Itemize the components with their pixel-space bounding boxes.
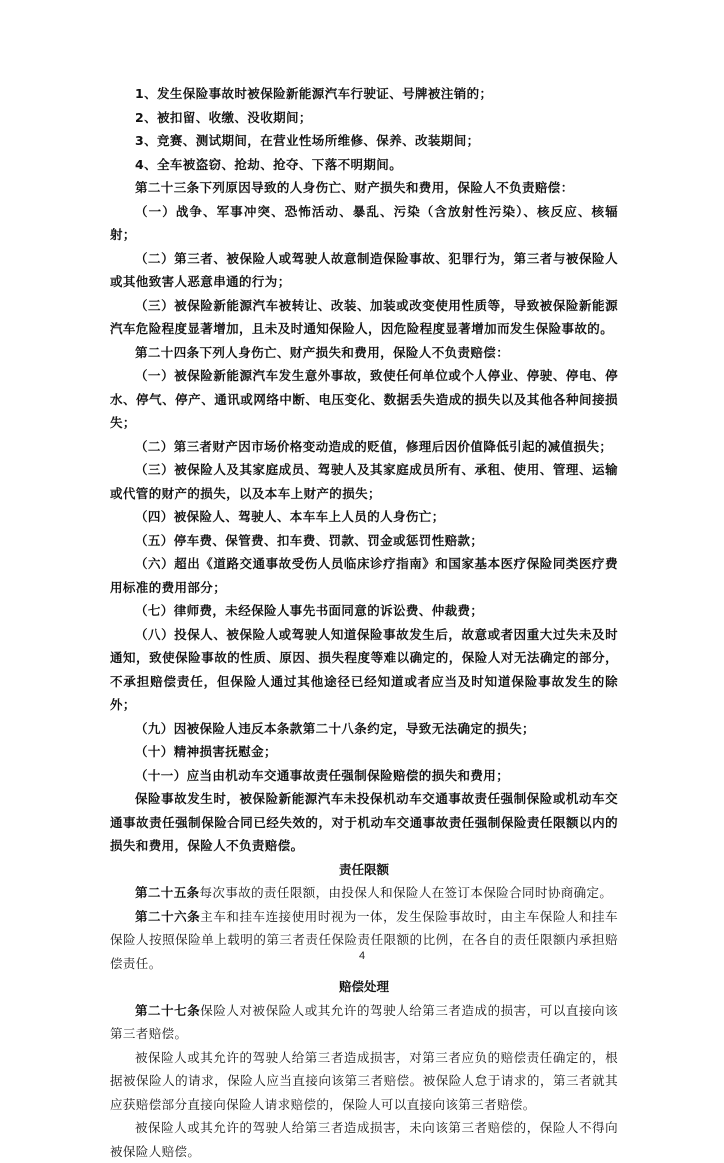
article-number: 第二十六条 bbox=[135, 908, 201, 924]
paragraph: （一）被保险新能源汽车发生意外事故，致使任何单位或个人停业、停驶、停电、停水、停气、停产、通讯或网络中断、电压变化、数据丢失造成的损失以及其他各种间接损失； bbox=[110, 368, 618, 430]
paragraph: 2、被扣留、收缴、没收期间； bbox=[135, 109, 312, 125]
paragraph: 1、发生保险事故时被保险新能源汽车行驶证、号牌被注销的； bbox=[135, 86, 493, 101]
article-number: 第二十七条 bbox=[135, 1002, 201, 1018]
paragraph: （三）被保险人及其家庭成员、驾驶人及其家庭成员所有、承租、使用、管理、运输或代管的财产的损失，以及本车上财产的损失； bbox=[110, 462, 618, 501]
section-heading-liability-limit: 责任限额 bbox=[338, 861, 389, 877]
article-27 bbox=[110, 999, 618, 1046]
page-number: 4 bbox=[358, 950, 366, 962]
article-body: 主车和挂车连接使用时视为一体，发生保险事故时，由主车保险人和挂车保险人按照保险单上载明的第三者责任保险责任限额的比例，在各自的责任限额内承担赔偿责任。 bbox=[110, 908, 618, 971]
article-body: 每次事故的责任限额，由投保人和保险人在签订本保险合同时协商确定。 bbox=[199, 885, 613, 900]
page-content bbox=[110, 82, 618, 1163]
paragraph: （一）战争、军事冲突、恐怖活动、暴乱、污染（含放射性污染）、核反应、核辐射； bbox=[110, 203, 618, 242]
article-number: 第二十五条 bbox=[135, 885, 200, 900]
paragraph: （二）第三者、被保险人或驾驶人故意制造保险事故、犯罪行为，第三者与被保险人或其他致害人恶意串通的行为； bbox=[110, 250, 618, 289]
article-26 bbox=[110, 905, 618, 976]
paragraph: （二）第三者财产因市场价格变动造成的贬值，修理后因价值降低引起的减值损失； bbox=[135, 438, 613, 454]
paragraph: （三）被保险新能源汽车被转让、改装、加装或改变使用性质等，导致被保险新能源汽车危险程度显著增加，且未及时通知保险人，因危险程度显著增加而发生保险事故的。 bbox=[110, 297, 618, 336]
article-body: 保险人对被保险人或其允许的驾驶人给第三者造成的损害，可以直接向该第三者赔偿。 bbox=[110, 1002, 618, 1041]
paragraph: 被保险人或其允许的驾驶人给第三者造成损害，未向该第三者赔偿的，保险人不得向被保险人赔偿。 bbox=[110, 1120, 618, 1159]
paragraph: 保险事故发生时，被保险新能源汽车未投保机动车交通事故责任强制保险或机动车交通事故责任强制保险合同已经失效的，对于机动车交通事故责任强制保险责任限额以内的损失和费用，保险人不负责赔偿。 bbox=[110, 791, 618, 853]
paragraph: 4、全车被盗窃、抢劫、抢夺、下落不明期间。 bbox=[135, 156, 403, 172]
paragraph: （十）精神损害抚慰金； bbox=[135, 744, 277, 759]
paragraph: （四）被保险人、驾驶人、本车车上人员的人身伤亡； bbox=[135, 509, 445, 524]
paragraph: （五）停车费、保管费、扣车费、罚款、罚金或惩罚性赔款； bbox=[135, 532, 484, 548]
paragraph: 第二十四条下列人身伤亡、财产损失和费用，保险人不负责赔偿： bbox=[135, 344, 510, 360]
paragraph: 第二十三条下列原因导致的人身伤亡、财产损失和费用，保险人不负责赔偿： bbox=[135, 180, 574, 195]
paragraph: （十一）应当由机动车交通事故责任强制保险赔偿的损失和费用； bbox=[135, 767, 510, 783]
section-heading-claims: 赔偿处理 bbox=[338, 979, 389, 994]
paragraph: （八）投保人、被保险人或驾驶人知道保险事故发生后，故意或者因重大过失未及时通知，致使保险事故的性质、原因、损失程度等难以确定的，保险人对无法确定的部分，不承担赔偿责任，但保险人通过其他途径已经知道或者应当及时知道保险事故发生的除外； bbox=[110, 626, 618, 712]
paragraph: 被保险人或其允许的驾驶人给第三者造成损害，对第三者应负的赔偿责任确定的，根据被保险人的请求，保险人应当直接向该第三者赔偿。被保险人怠于请求的，第三者就其应获赔偿部分直接向保险人请求赔偿的，保险人可以直接向该第三者赔偿。 bbox=[110, 1049, 618, 1112]
paragraph: 3、竞赛、测试期间，在营业性场所维修、保养、改装期间； bbox=[135, 133, 480, 148]
paragraph: （七）律师费，未经保险人事先书面同意的诉讼费、仲裁费； bbox=[135, 603, 484, 618]
paragraph: （九）因被保险人违反本条款第二十八条约定，导致无法确定的损失； bbox=[135, 720, 535, 736]
article-25 bbox=[110, 881, 618, 905]
paragraph: （六）超出《道路交通事故受伤人员临床诊疗指南》和国家基本医疗保险同类医疗费用标准的费用部分； bbox=[110, 556, 618, 595]
